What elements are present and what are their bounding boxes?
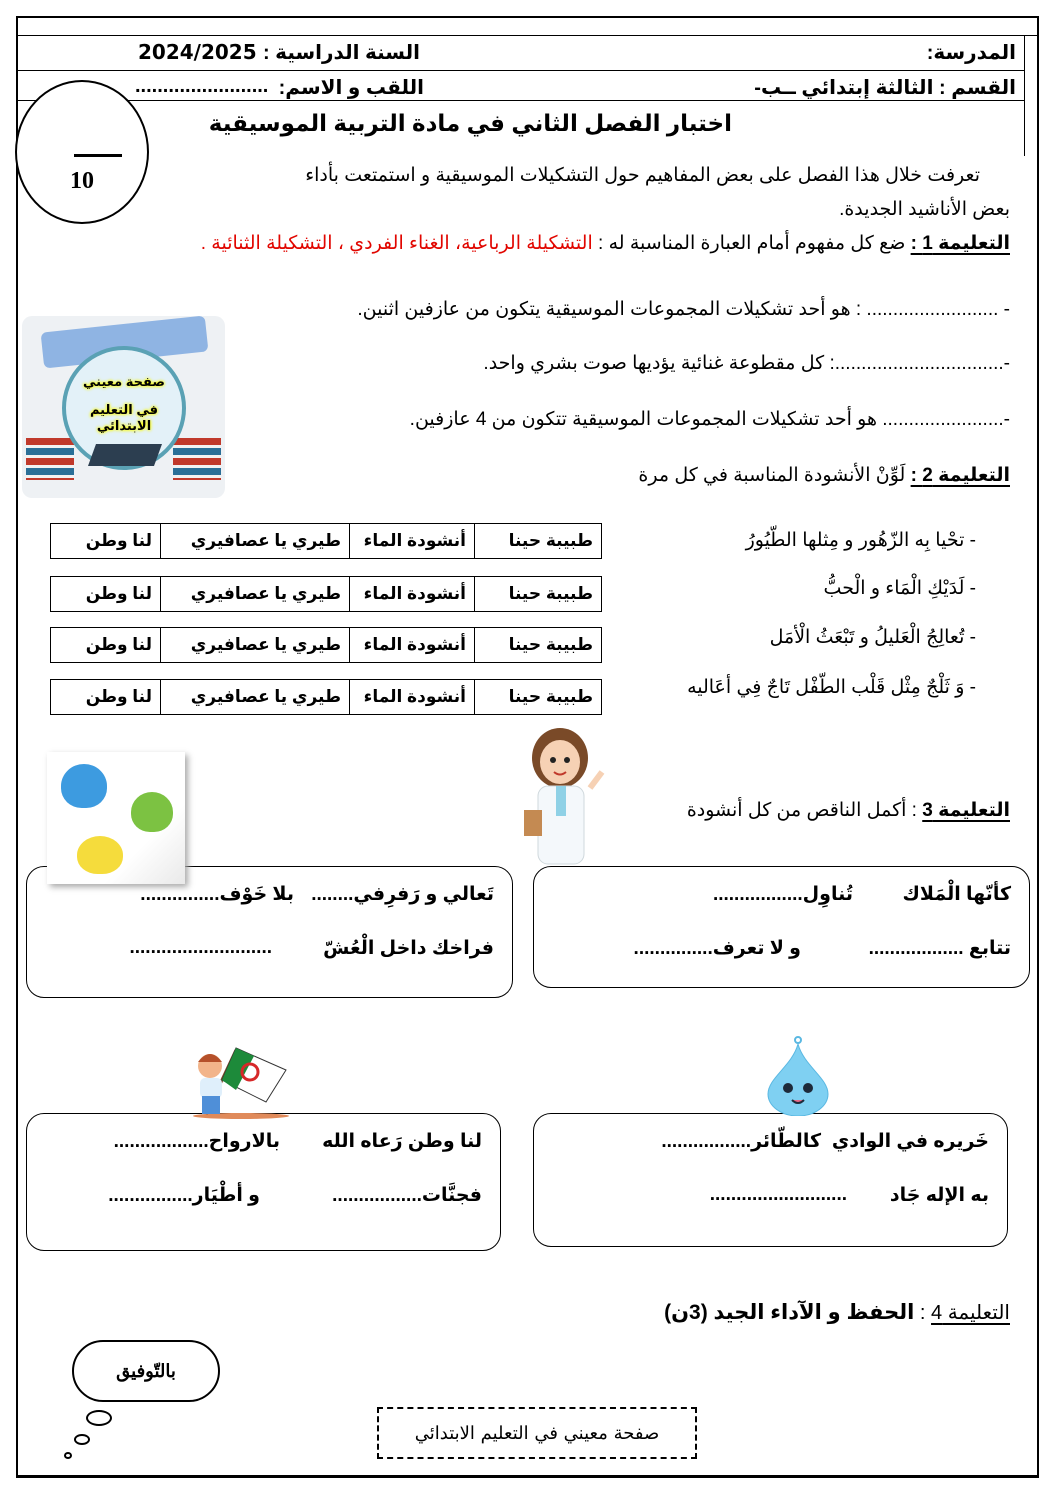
thought-bubble-icon: [74, 1434, 90, 1445]
birds-song-box: [26, 866, 513, 998]
yellow-bird-icon: [77, 836, 123, 874]
year-label: السنة الدراسية :: [262, 42, 420, 64]
fill-blank[interactable]: فجنَّات.................: [332, 1185, 482, 1206]
books-icon: [173, 438, 221, 480]
fill-blank[interactable]: و لا تعرف...............: [633, 938, 801, 959]
song-option[interactable]: لنا وطن: [85, 531, 152, 550]
thought-bubble-icon: [86, 1410, 112, 1426]
logo-line-1: صفحة معيني: [83, 374, 165, 389]
instruction-2-text: لَوِّنْ الأنشودة المناسبة في كل مرة: [638, 465, 911, 486]
definition-item-1[interactable]: - ......................... : هو أحد تشكيلات المجموعات الموسيقية يتكون من عازفين اثنين.: [357, 299, 1010, 320]
definition-item-2[interactable]: -................................: كل مقطوعة غنائية يؤديها صوت بشري واحد.: [483, 353, 1010, 374]
instruction-1-options: التشكيلة الرباعية، الغناء الفردي ، التشكيلة الثنائية .: [200, 233, 593, 254]
fill-blank[interactable]: و أطْيَار................: [108, 1185, 260, 1206]
intro-line-1: تعرفت خلال هذا الفصل على بعض المفاهيم حول التشكيلات الموسيقية و استمتعت بأداء: [305, 165, 980, 186]
logo-line-2: في التعليم الابتدائي: [89, 402, 159, 433]
lyric-text: خَريره في الوادي: [831, 1131, 989, 1152]
song-option[interactable]: طيري يا عصافيري: [160, 524, 349, 558]
fill-blank[interactable]: كالطّائر.................: [661, 1131, 821, 1152]
doctor-song-box: [533, 866, 1030, 988]
instruction-4-colon: :: [914, 1302, 932, 1324]
song-option[interactable]: لنا وطن: [85, 687, 152, 706]
doctor-illustration: [520, 728, 612, 866]
header-top-line: [17, 35, 1039, 36]
class-label: القسم : الثالثة إبتدائي ــب-: [754, 77, 1016, 99]
song-option[interactable]: طبيبة حينا: [474, 680, 601, 714]
instruction-4-text: الحفظ و الآداء الجيد (3ن): [664, 1301, 915, 1324]
lyric-text: به الإله جَاد: [889, 1185, 989, 1206]
score-blank[interactable]: [74, 154, 122, 157]
footer-credit: [377, 1407, 697, 1459]
song-option[interactable]: لنا وطن: [85, 635, 152, 654]
lyric-text: فراخك داخل الْعُشّ: [323, 938, 494, 959]
lyric-4: - وَ ثَلْجٌ مِثْل قَلْب الطّفْل تَاجٌ فِي أعَاليه: [687, 677, 976, 698]
fill-blank[interactable]: تتابع ..................: [868, 938, 1011, 959]
good-luck-cloud: [72, 1340, 220, 1402]
good-luck-text: بالتّوفيق: [116, 1360, 176, 1382]
year-value: 2024/2025: [138, 40, 257, 64]
header-right-line: [1024, 35, 1025, 156]
homeland-song-box: [26, 1113, 501, 1251]
fill-blank[interactable]: بالارواح..................: [113, 1131, 280, 1152]
birds-illustration: [47, 752, 185, 884]
grade-circle: [15, 80, 149, 224]
lyric-3: - تُعالِجُ الْعَليلُ و تَبْعَثُ الْأمَل: [769, 627, 976, 648]
intro-line-2: بعض الأناشيد الجديدة.: [839, 199, 1010, 220]
song-option[interactable]: طيري يا عصافيري: [160, 577, 349, 611]
instruction-1-text: ضع كل مفهوم أمام العبارة المناسبة له :: [592, 233, 911, 254]
lyric-1: - تحْيا بِه الزّهُور و مِثلها الطّيُورُ: [745, 530, 976, 551]
song-option[interactable]: لنا وطن: [85, 584, 152, 603]
site-logo: [22, 316, 225, 498]
song-option[interactable]: طيري يا عصافيري: [160, 628, 349, 662]
instruction-4: [664, 1300, 1010, 1325]
song-option[interactable]: طبيبة حينا: [474, 524, 601, 558]
footer-text: صفحة معيني في التعليم الابتدائي: [414, 1422, 660, 1444]
fill-blank[interactable]: ..........................: [709, 1184, 847, 1205]
fill-blank[interactable]: تُناوِل.................: [712, 884, 853, 905]
kid-with-flag-illustration: [186, 1040, 296, 1120]
fill-blank[interactable]: تَعالي و رَفرِفي........: [311, 884, 494, 905]
grade-total: 10: [70, 168, 94, 194]
definition-item-3[interactable]: -....................... هو أحد تشكيلات المجموعات الموسيقية تتكون من 4 عازفين.: [409, 409, 1010, 430]
instruction-3-text: : أكمل الناقص من كل أنشودة: [686, 800, 923, 821]
name-label: اللقب و الاسم:: [278, 77, 424, 99]
name-field[interactable]: ........................: [135, 75, 269, 97]
song-option[interactable]: أنشودة الماء: [349, 577, 474, 611]
school-label: المدرسة:: [926, 42, 1016, 64]
fill-blank[interactable]: ...........................: [129, 937, 272, 958]
water-song-box: [533, 1113, 1008, 1247]
fill-blank[interactable]: بلا خَوْف...............: [140, 884, 294, 905]
instruction-2-label: التعليمة 2 :: [910, 465, 1010, 486]
instruction-3: [687, 799, 1010, 822]
song-option[interactable]: أنشودة الماء: [349, 680, 474, 714]
song-choice-row: [50, 627, 602, 663]
green-bird-icon: [131, 792, 173, 832]
instruction-3-label: التعليمة 3: [922, 800, 1010, 821]
graduation-cap-icon: [88, 444, 162, 466]
header-row-divider: [17, 70, 1024, 71]
song-option[interactable]: أنشودة الماء: [349, 628, 474, 662]
song-option[interactable]: طبيبة حينا: [474, 628, 601, 662]
books-icon: [26, 438, 74, 480]
instruction-1-label: التعليمة 1 :: [910, 233, 1010, 254]
lyric-text: كأنّها الْمَلاك: [902, 884, 1011, 905]
lyric-2: - لَدَيْكِ الْمَاء و الْحبُّ: [823, 578, 976, 599]
header-bottom-line: [17, 100, 1024, 101]
instruction-2: [638, 464, 1010, 487]
exam-title: اختبار الفصل الثاني في مادة التربية الموسيقية: [208, 110, 732, 136]
instruction-1: [201, 232, 1010, 255]
song-option[interactable]: طيري يا عصافيري: [160, 680, 349, 714]
song-choice-row: [50, 679, 602, 715]
lyric-text: لنا وطن رَعاه الله: [322, 1131, 482, 1152]
blue-bird-icon: [61, 764, 107, 808]
song-option[interactable]: طبيبة حينا: [474, 577, 601, 611]
thought-bubble-icon: [64, 1452, 72, 1459]
song-choice-row: [50, 523, 602, 559]
song-choice-row: [50, 576, 602, 612]
water-drop-icon: [762, 1036, 832, 1116]
instruction-4-label: التعليمة 4: [931, 1302, 1010, 1324]
song-option[interactable]: أنشودة الماء: [349, 524, 474, 558]
